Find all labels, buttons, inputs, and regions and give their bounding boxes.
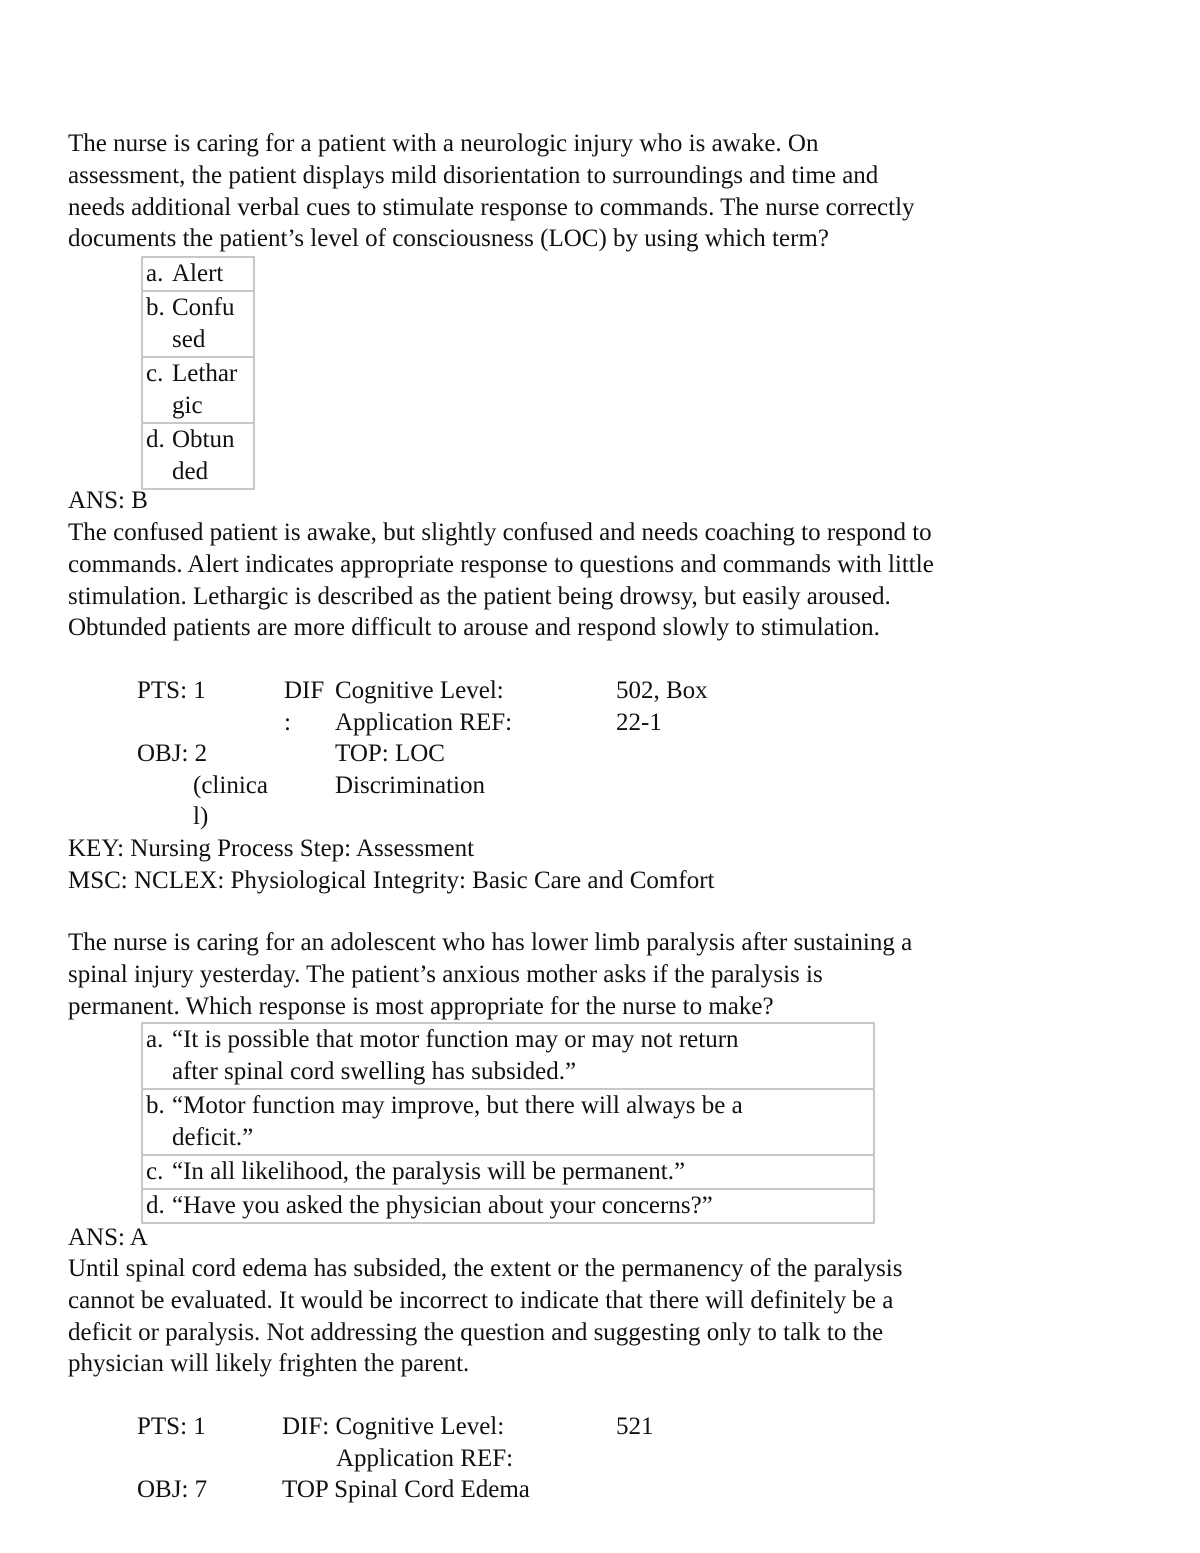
q2-dif: DIF: Cognitive Level: — [282, 1413, 505, 1440]
q1-stem-line: needs additional verbal cues to stimulate response to commands. The nurse correctly — [68, 193, 915, 221]
q1-obj: OBJ: 2 — [137, 740, 208, 767]
option-text: “In all likelihood, the paralysis will be permanent.” — [170, 1155, 874, 1189]
q2-stem — [68, 927, 1078, 1022]
q2-ref: 521 — [616, 1413, 654, 1440]
q1-option-b — [142, 291, 254, 357]
option-text: Lethar gic — [170, 357, 254, 423]
q2-stem-line: spinal injury yesterday. The patient’s anxious mother asks if the paralysis is — [68, 960, 823, 988]
q2-pts: PTS: 1 — [137, 1413, 206, 1440]
q2-topic: TOP Spinal Cord Edema — [282, 1476, 530, 1503]
option-text: “It is possible that motor function may or may not return after spinal cord swelling has subsided.” — [170, 1023, 874, 1089]
q1-rationale-line: Obtunded patients are more difficult to arouse and respond slowly to stimulation. — [68, 614, 880, 642]
q1-topic-cont: Discrimination — [335, 772, 485, 799]
q1-option-d — [142, 423, 254, 489]
q1-stem-line: The nurse is caring for a patient with a neurologic injury who is awake. On — [68, 130, 819, 157]
q1-dif: DIF — [284, 677, 325, 704]
q2-stem-line: permanent. Which response is most appropriate for the nurse to make? — [68, 992, 774, 1020]
q1-pts: PTS: 1 — [137, 677, 206, 704]
q1-dif-colon: : — [284, 709, 291, 736]
q1-topic: TOP: LOC — [335, 740, 445, 767]
q1-stem-line: assessment, the patient displays mild disorientation to surroundings and time and — [68, 161, 879, 189]
option-text: Confu sed — [170, 291, 254, 357]
q1-obj-cont: (clinica — [193, 772, 268, 799]
option-letter: c. — [142, 1155, 170, 1189]
option-letter: b. — [142, 1089, 170, 1155]
q2-option-d — [142, 1189, 874, 1223]
q1-application-ref: Application REF: — [335, 709, 513, 736]
option-letter: a. — [142, 1023, 170, 1089]
q1-answer: ANS: B — [68, 487, 148, 514]
q1-rationale — [68, 517, 1078, 644]
q2-option-b — [142, 1089, 874, 1155]
option-text: Obtun ded — [170, 423, 254, 489]
q1-rationale-line: The confused patient is awake, but slightly confused and needs coaching to respond to — [68, 519, 932, 546]
q1-option-a — [142, 257, 254, 291]
q1-cognitive-level: Cognitive Level: — [335, 677, 504, 704]
option-text: “Have you asked the physician about your concerns?” — [170, 1189, 874, 1223]
option-letter: d. — [142, 1189, 170, 1223]
q2-rationale-line: Until spinal cord edema has subsided, the extent or the permanency of the paralysis — [68, 1255, 903, 1282]
q1-stem — [68, 128, 1078, 255]
q2-option-c — [142, 1155, 874, 1189]
q1-obj-cont: l) — [193, 803, 209, 830]
q2-rationale — [68, 1253, 1078, 1380]
option-letter: a. — [142, 257, 170, 291]
q2-rationale-line: deficit or paralysis. Not addressing the question and suggesting only to talk to the — [68, 1318, 884, 1346]
q2-options-table — [141, 1022, 875, 1224]
q2-answer: ANS: A — [68, 1224, 148, 1251]
q1-ref-cont: 22-1 — [616, 709, 662, 736]
option-letter: c. — [142, 357, 170, 423]
q1-option-c — [142, 357, 254, 423]
q1-rationale-line: stimulation. Lethargic is described as the patient being drowsy, but easily aroused. — [68, 582, 891, 610]
q2-stem-line: The nurse is caring for an adolescent who has lower limb paralysis after sustaining a — [68, 929, 913, 956]
option-text: Alert — [170, 257, 254, 291]
q2-obj: OBJ: 7 — [137, 1476, 208, 1503]
q1-options-table — [141, 256, 255, 490]
q1-ref: 502, Box — [616, 677, 708, 704]
q1-rationale-line: commands. Alert indicates appropriate response to questions and commands with little — [68, 550, 934, 578]
q2-option-a — [142, 1023, 874, 1089]
q2-rationale-line: physician will likely frighten the parent. — [68, 1350, 470, 1378]
q1-key: KEY: Nursing Process Step: Assessment — [68, 835, 475, 862]
option-letter: d. — [142, 423, 170, 489]
q1-msc: MSC: NCLEX: Physiological Integrity: Basic Care and Comfort — [68, 867, 715, 894]
q2-application-ref: Application REF: — [336, 1445, 514, 1472]
option-text: “Motor function may improve, but there will always be a deficit.” — [170, 1089, 874, 1155]
q1-stem-line: documents the patient’s level of consciousness (LOC) by using which term? — [68, 225, 829, 253]
option-letter: b. — [142, 291, 170, 357]
q2-rationale-line: cannot be evaluated. It would be incorrect to indicate that there will definitely be a — [68, 1286, 894, 1314]
